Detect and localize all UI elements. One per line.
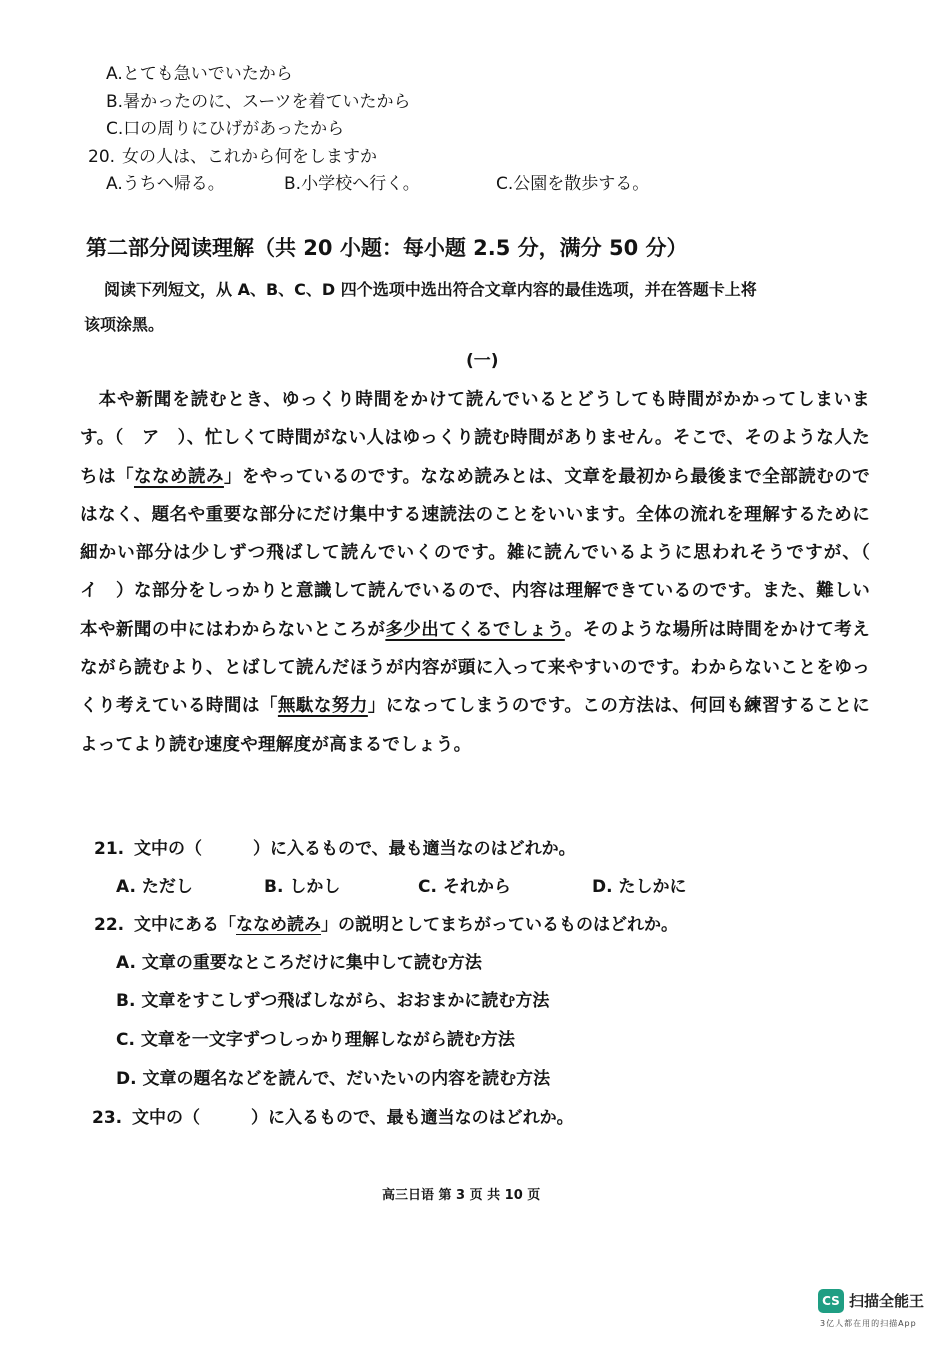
q23-question (92, 1107, 574, 1129)
q22-option-c: C. 文章を一文字ずつしっかり理解しながら読む方法 (116, 1030, 515, 1050)
scanner-logo-icon: CS (818, 1289, 844, 1313)
q20-number: 20. (88, 147, 116, 167)
scanner-slogan: 3亿人都在用的扫描App (820, 1319, 917, 1328)
q20-question (88, 146, 377, 168)
q19-option-c: C.口の周りにひげがあったから (106, 119, 345, 139)
q23-number: 23. (92, 1108, 123, 1128)
passage-part-1: 本や新聞を読むとき、ゆっくり時間をかけて読んでいるとどうしても時間がかかってしまいます。（ ア ）、忙しくて時間がない人はゆっくり読む時間がありません。そこで、そのような人たちは「 (80, 390, 870, 487)
scanner-watermark (818, 1289, 938, 1333)
q21-option-c: C. それから (418, 877, 511, 897)
q22-option-a: A. 文章の重要なところだけに集中して読む方法 (116, 953, 482, 973)
q22-underline-nanameyomi: ななめ読み (236, 915, 321, 935)
q20-text: 女の人は、これから何をしますか (122, 147, 377, 167)
q20-option-c: C.公園を散歩する。 (496, 174, 650, 194)
q22-number: 22. (94, 915, 125, 935)
q22-text-pre: 文中にある「 (134, 915, 236, 935)
q22-option-d: D. 文章の題名などを読んで、だいたいの内容を読む方法 (116, 1069, 551, 1089)
q22-text-post: 」の説明としてまちがっているものはどれか。 (321, 915, 678, 935)
q21-option-d: D. たしかに (592, 877, 687, 897)
passage-part-2: 」をやっているのです。ななめ読みとは、文章を最初から最後まで全部読むのではなく、題名や重要な部分にだけ集中する速読法のことをいいます。全体の流れを理解するために細かい部分は少しずつ飛ばして読んでいくのです。雑に読んでいるように思われそうですが、（ イ ）な部分をしっかりと意識して読んでいるので、内容は理解できているのです。また、難しい本や新聞の中にはわからないところが (80, 466, 888, 640)
q21-option-b: B. しかし (264, 877, 341, 897)
q21-number: 21. (94, 839, 125, 859)
q19-option-b: B.暑かったのに、スーツを着ていたから (106, 92, 411, 112)
reading-passage (80, 381, 888, 764)
scanner-app-name: 扫描全能王 (849, 1292, 925, 1310)
passage-underline-mudanadoryoku: 無駄な努力 (277, 696, 368, 717)
section-instruction-line1: 阅读下列短文，从 A、B、C、D 四个选项中选出符合文章内容的最佳选项，并在答题卡上将 (104, 280, 757, 299)
q22-option-b: B. 文章をすこしずつ飛ばしながら、おおまかに読む方法 (116, 991, 550, 1011)
q21-text: 文中の（ ）に入るもので、最も適当なのはどれか。 (134, 839, 576, 859)
q20-option-b: B.小学校へ行く。 (284, 174, 420, 194)
passage-subtitle: (一) (466, 351, 499, 371)
q21-option-a: A. ただし (116, 877, 193, 897)
q21-question (94, 838, 576, 860)
passage-part-4: 」になってしまうのです。この方法は、何回も練習することによってより読む速度や理解度が高まるでしょう。 (80, 696, 870, 755)
section-instruction-line2: 该项涂黑。 (84, 315, 165, 334)
page-footer: 高三日语 第 3 页 共 10 页 (382, 1188, 541, 1203)
passage-part-3: 。そのような場所は時間をかけて考えながら読むより、とばして読んだほうが内容が頭に入って来やすいのです。わからないことをゆっくり考えている時間は「 (80, 619, 870, 717)
passage-underline-tashou: 多少出てくるでしょう (385, 619, 565, 640)
q20-option-a: A.うちへ帰る。 (106, 174, 225, 194)
q22-question (94, 914, 678, 936)
q19-option-a: A.とても急いでいたから (106, 64, 293, 84)
passage-underline-nanameyomi: ななめ読み (133, 466, 224, 487)
q23-text: 文中の（ ）に入るもので、最も適当なのはどれか。 (132, 1108, 574, 1128)
section-title: 第二部分阅读理解（共 20 小题：每小题 2.5 分，满分 50 分） (86, 236, 688, 260)
